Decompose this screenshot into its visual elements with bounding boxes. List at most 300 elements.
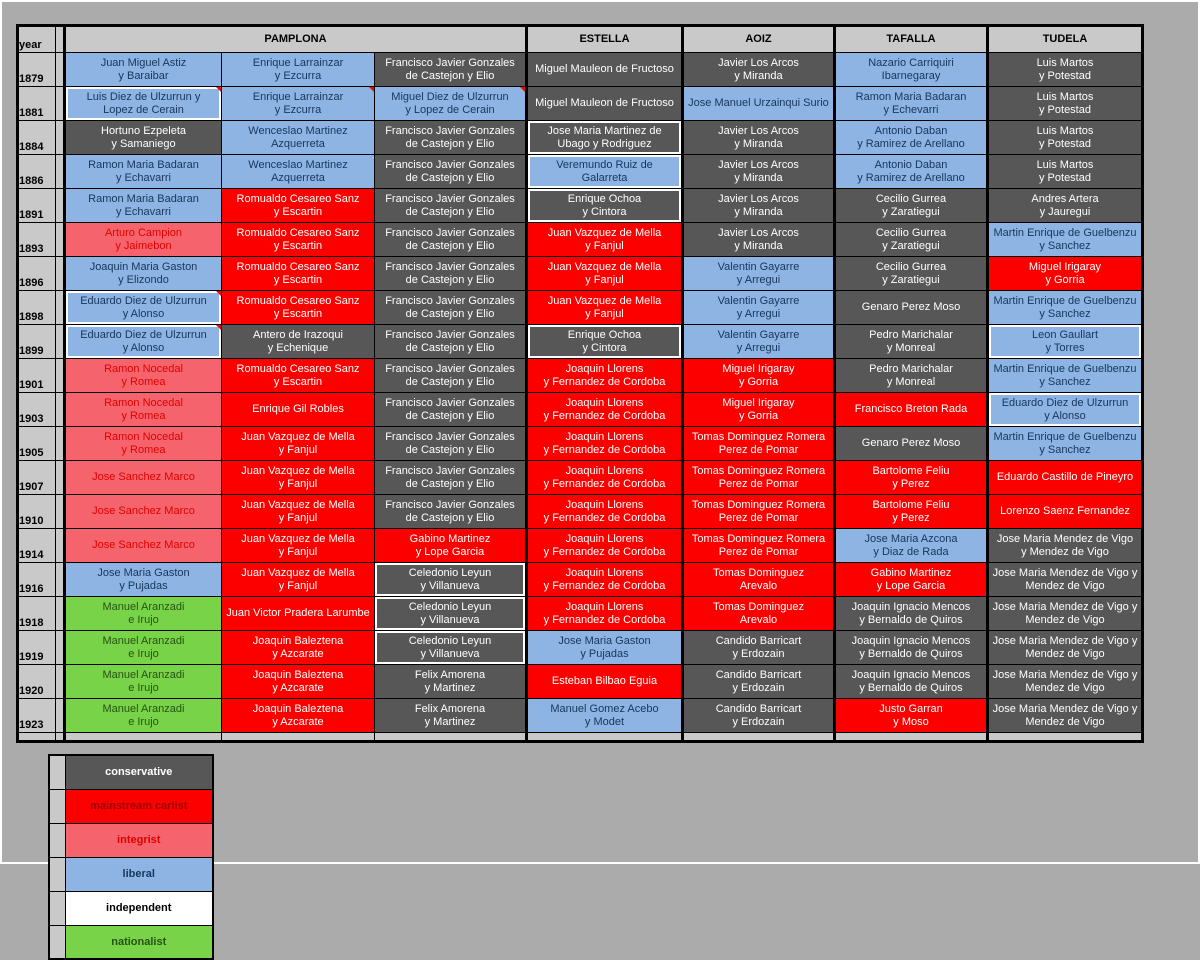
legend-swatch-cell — [49, 925, 65, 959]
table-row — [18, 87, 1143, 121]
filler-cell — [835, 733, 988, 742]
deputy-name-line: Mendez de Vigo — [1025, 681, 1105, 694]
spacer-cell — [56, 359, 65, 393]
spacer-cell — [56, 291, 65, 325]
deputy-cell — [375, 665, 527, 699]
deputy-name-line: y Perez — [892, 511, 930, 524]
spacer-cell — [56, 155, 65, 189]
deputy-name-line: Jose Maria Azcona — [864, 532, 958, 545]
deputy-cell — [65, 461, 222, 495]
legend-label-liberal: liberal — [65, 857, 213, 891]
table-row — [18, 257, 1143, 291]
deputy-name-line: Joaquin Ignacio Mencos — [851, 634, 971, 647]
deputy-cell — [375, 189, 527, 223]
deputy-name-line: Ramon Maria Badaran — [855, 90, 967, 103]
deputy-cell — [222, 257, 375, 291]
deputy-name-line: Juan Vazquez de Mella — [547, 294, 662, 307]
deputy-name-line: Manuel Aranzadi — [102, 600, 185, 613]
deputy-name-line: Miguel Irigaray — [722, 396, 795, 409]
legend-row — [49, 857, 213, 891]
spacer-cell — [56, 495, 65, 529]
deputy-name-line: Mendez de Vigo — [1025, 647, 1105, 660]
deputy-cell — [222, 665, 375, 699]
deputy-name-line: Justo Garran — [879, 702, 943, 715]
deputy-name-line: y Cintora — [582, 205, 627, 218]
deputy-name-line: y Alonso — [1044, 409, 1086, 422]
spacer-cell — [56, 223, 65, 257]
table-row — [18, 325, 1143, 359]
deputy-cell — [683, 121, 835, 155]
deputy-cell — [222, 359, 375, 393]
deputy-name-line: Javier Los Arcos — [718, 226, 799, 239]
spacer-cell — [56, 53, 65, 87]
deputy-name-line: Mendez de Vigo — [1025, 613, 1105, 626]
deputy-cell — [375, 291, 527, 325]
deputy-cell — [527, 359, 683, 393]
deputy-name-line: Bartolome Feliu — [872, 464, 950, 477]
deputy-name-line: y Zaratiegui — [882, 205, 940, 218]
deputy-name-line: y Fernandez de Cordoba — [543, 477, 666, 490]
deputy-name-line: y Echenique — [267, 341, 329, 354]
filler-cell — [527, 733, 683, 742]
deputy-cell — [65, 529, 222, 563]
deputy-name-line: Francisco Javier Gonzales — [385, 362, 515, 375]
deputies-table — [16, 24, 1144, 743]
deputy-cell — [988, 699, 1143, 733]
deputy-name-line: Juan Vazquez de Mella — [241, 566, 355, 579]
deputy-name-line: Romualdo Cesareo Sanz — [236, 192, 360, 205]
legend-label-nationalist: nationalist — [65, 925, 213, 959]
table-row — [18, 529, 1143, 563]
deputy-cell — [527, 189, 683, 223]
header-row — [18, 26, 1143, 53]
deputy-name-line: Ramon Nocedal — [104, 362, 183, 375]
deputy-name-line: e Irujo — [128, 613, 159, 626]
deputy-cell — [527, 495, 683, 529]
deputy-cell — [527, 223, 683, 257]
legend-row — [49, 891, 213, 925]
deputy-name-line: y Romea — [121, 443, 166, 456]
table-row — [18, 121, 1143, 155]
deputy-cell — [375, 631, 527, 665]
deputy-name-line: y Azcarate — [272, 681, 324, 694]
deputy-cell — [835, 393, 988, 427]
filler-cell — [56, 733, 65, 742]
deputy-name-line: Luis Martos — [1036, 56, 1094, 69]
deputy-name-line: Francisco Javier Gonzales — [385, 464, 515, 477]
deputy-cell — [527, 393, 683, 427]
deputy-name-line: Cecilio Gurrea — [875, 260, 947, 273]
deputy-name-line: Azquerreta — [271, 171, 325, 184]
deputy-cell — [835, 325, 988, 359]
column-header-tudela: TUDELA — [988, 26, 1143, 53]
table-row — [18, 393, 1143, 427]
deputy-cell — [65, 563, 222, 597]
deputy-name-line: y Fanjul — [585, 273, 624, 286]
deputy-name-line: Perez de Pomar — [718, 477, 799, 490]
deputy-cell — [988, 291, 1143, 325]
deputy-cell — [683, 495, 835, 529]
deputy-name-line: de Castejon y Elio — [405, 69, 495, 82]
deputy-name-line: Joaquin Baleztena — [252, 668, 344, 681]
deputy-name-line: Javier Los Arcos — [718, 158, 799, 171]
year-cell: 1879 — [18, 53, 56, 87]
deputy-name-line: Francisco Javier Gonzales — [385, 430, 515, 443]
year-cell: 1884 — [18, 121, 56, 155]
spacer-cell — [56, 665, 65, 699]
deputy-name-line: Andres Artera — [1031, 192, 1099, 205]
deputy-cell — [527, 529, 683, 563]
deputy-name-line: Tomas Dominguez — [712, 566, 805, 579]
deputy-cell — [683, 427, 835, 461]
legend-swatch-cell — [49, 891, 65, 925]
deputy-name-line: y Alonso — [122, 341, 165, 354]
deputy-name-line: de Castejon y Elio — [405, 409, 495, 422]
deputy-name-line: Francisco Javier Gonzales — [385, 396, 515, 409]
deputy-name-line: y Gorria — [738, 409, 779, 422]
deputy-name-line: Celedonio Leyun — [408, 634, 492, 647]
deputy-name-line: Mendez de Vigo — [1025, 715, 1105, 728]
filler-row — [18, 733, 1143, 742]
deputy-cell — [375, 121, 527, 155]
column-header-pamplona: PAMPLONA — [65, 26, 527, 53]
deputy-cell — [527, 87, 683, 121]
deputy-cell — [527, 563, 683, 597]
deputy-cell — [988, 461, 1143, 495]
deputy-cell — [527, 699, 683, 733]
deputy-cell — [65, 393, 222, 427]
deputy-name-line: Ubago y Rodriguez — [557, 137, 652, 150]
deputy-name-line: Lorenzo Saenz Fernandez — [1000, 505, 1130, 517]
deputy-cell — [222, 461, 375, 495]
deputy-name-line: y Fanjul — [585, 239, 624, 252]
deputy-name-line: y Miranda — [734, 171, 783, 184]
column-header-estella: ESTELLA — [527, 26, 683, 53]
deputy-name-line: y Jauregui — [1039, 205, 1091, 218]
deputy-cell — [527, 597, 683, 631]
deputy-name-line: y Miranda — [734, 69, 783, 82]
deputy-name-line: Antonio Daban — [874, 158, 948, 171]
deputy-cell — [835, 87, 988, 121]
deputy-name-line: y Fernandez de Cordoba — [543, 511, 666, 524]
deputy-cell — [375, 427, 527, 461]
deputy-name-line: y Fanjul — [278, 443, 318, 456]
comment-flag-icon — [216, 291, 221, 296]
deputy-cell — [988, 325, 1143, 359]
deputy-name-line: Joaquin Llorens — [565, 362, 644, 375]
deputy-name-line: y Fanjul — [585, 307, 624, 320]
table-row — [18, 699, 1143, 733]
deputy-cell — [65, 87, 222, 121]
filler-cell — [988, 733, 1143, 742]
deputy-name-line: Juan Vazquez de Mella — [241, 532, 355, 545]
deputy-name-line: Joaquin Baleztena — [252, 702, 344, 715]
spacer-cell — [56, 699, 65, 733]
deputy-name-line: y Echavarri — [115, 205, 172, 218]
deputy-name-line: y Arregui — [736, 273, 781, 286]
deputy-name-line: Javier Los Arcos — [718, 56, 799, 69]
deputy-cell — [222, 427, 375, 461]
year-cell: 1881 — [18, 87, 56, 121]
deputy-name-line: y Jaimebon — [115, 239, 172, 252]
deputy-cell — [683, 461, 835, 495]
comment-flag-icon — [216, 87, 221, 92]
deputy-cell — [375, 359, 527, 393]
deputy-name-line: Ramon Nocedal — [104, 430, 183, 443]
deputy-name-line: Veremundo Ruiz de — [556, 158, 653, 171]
deputy-name-line: Perez de Pomar — [718, 545, 799, 558]
deputy-cell — [65, 631, 222, 665]
deputy-cell — [222, 393, 375, 427]
deputy-name-line: y Cintora — [582, 341, 627, 354]
deputy-name-line: y Villanueva — [420, 579, 480, 592]
deputy-cell — [988, 257, 1143, 291]
deputy-cell — [375, 529, 527, 563]
deputy-name-line: y Potestad — [1039, 171, 1091, 184]
deputy-name-line: Francisco Javier Gonzales — [385, 328, 515, 341]
legend — [48, 754, 214, 960]
filler-cell — [18, 733, 56, 742]
filler-cell — [375, 733, 527, 742]
deputy-name-line: Manuel Gomez Acebo — [550, 702, 659, 715]
deputy-name-line: Candido Barricart — [715, 668, 802, 681]
comment-flag-icon — [216, 325, 221, 330]
deputy-name-line: Pedro Marichalar — [869, 328, 953, 341]
deputy-name-line: y Gorria — [738, 375, 779, 388]
deputy-name-line: y Villanueva — [420, 613, 480, 626]
deputy-name-line: Luis Martos — [1036, 124, 1094, 137]
deputy-name-line: Martin Enrique de Guelbenzu — [993, 226, 1137, 239]
deputy-name-line: Manuel Aranzadi — [102, 634, 185, 647]
deputy-cell — [835, 223, 988, 257]
deputy-name-line: Tomas Dominguez Romera — [691, 532, 826, 545]
deputy-cell — [835, 291, 988, 325]
deputy-name-line: Francisco Javier Gonzales — [385, 56, 515, 69]
year-cell: 1910 — [18, 495, 56, 529]
legend-swatch-cell — [49, 823, 65, 857]
year-column-header: year — [18, 26, 56, 53]
deputy-name-line: Hortuno Ezpeleta — [101, 124, 186, 137]
deputy-name-line: Arevalo — [739, 613, 778, 626]
deputy-cell — [375, 597, 527, 631]
deputy-cell — [65, 291, 222, 325]
deputy-name-line: Eduardo Castillo de Pineyro — [996, 471, 1134, 483]
deputy-name-line: Pedro Marichalar — [869, 362, 953, 375]
deputy-name-line: y Erdozain — [732, 715, 785, 728]
deputy-name-line: Romualdo Cesareo Sanz — [236, 294, 360, 307]
deputy-name-line: Francisco Javier Gonzales — [385, 158, 515, 171]
deputy-cell — [988, 359, 1143, 393]
deputy-name-line: y Monreal — [886, 341, 936, 354]
deputy-cell — [527, 427, 683, 461]
deputy-name-line: Enrique Larrainzar — [252, 56, 344, 69]
deputy-name-line: Juan Miguel Astiz — [100, 56, 187, 69]
deputy-name-line: y Arregui — [736, 307, 781, 320]
deputy-name-line: Francisco Javier Gonzales — [385, 294, 515, 307]
deputy-cell — [988, 631, 1143, 665]
deputy-cell — [683, 53, 835, 87]
deputy-name-line: Candido Barricart — [715, 702, 802, 715]
deputy-cell — [683, 155, 835, 189]
deputy-name-line: Lopez de Cerain — [103, 103, 184, 116]
deputy-cell — [375, 53, 527, 87]
deputy-cell — [65, 699, 222, 733]
deputy-cell — [835, 665, 988, 699]
deputy-cell — [65, 665, 222, 699]
year-cell: 1893 — [18, 223, 56, 257]
deputy-name-line: y Echavarri — [115, 171, 172, 184]
deputy-name-line: y Monreal — [886, 375, 936, 388]
deputy-name-line: y Ezcurra — [274, 69, 322, 82]
year-cell: 1919 — [18, 631, 56, 665]
legend-row — [49, 755, 213, 789]
deputy-name-line: Miguel Mauleon de Fructoso — [535, 97, 674, 109]
deputy-cell — [375, 495, 527, 529]
deputy-name-line: Joaquin Ignacio Mencos — [851, 600, 971, 613]
deputy-name-line: y Modet — [584, 715, 625, 728]
deputy-name-line: Joaquin Maria Gaston — [89, 260, 198, 273]
deputy-name-line: Joaquin Llorens — [565, 498, 644, 511]
deputy-cell — [375, 325, 527, 359]
deputy-cell — [65, 495, 222, 529]
spacer-cell — [56, 529, 65, 563]
table-row — [18, 223, 1143, 257]
deputy-name-line: Cecilio Gurrea — [875, 226, 947, 239]
deputy-name-line: y Bernaldo de Quiros — [859, 681, 963, 694]
deputy-cell — [222, 155, 375, 189]
deputy-name-line: Jose Manuel Urzainqui Surio — [688, 97, 829, 109]
deputy-cell — [683, 257, 835, 291]
deputy-cell — [683, 87, 835, 121]
deputy-name-line: Nazario Carriquiri — [868, 56, 954, 69]
deputy-name-line: Bartolome Feliu — [872, 498, 950, 511]
deputy-name-line: y Erdozain — [732, 681, 785, 694]
spacer-cell — [56, 461, 65, 495]
deputy-cell — [988, 87, 1143, 121]
deputy-name-line: Galarreta — [581, 171, 628, 184]
deputy-name-line: y Escartin — [273, 239, 323, 252]
deputy-name-line: Joaquin Llorens — [565, 430, 644, 443]
deputy-name-line: Perez de Pomar — [718, 511, 799, 524]
deputy-name-line: Jose Maria Mendez de Vigo — [996, 532, 1134, 545]
deputy-name-line: Tomas Dominguez Romera — [691, 430, 826, 443]
deputy-name-line: y Bernaldo de Quiros — [859, 613, 963, 626]
spacer-cell — [56, 631, 65, 665]
deputy-name-line: y Diaz de Rada — [873, 545, 949, 558]
deputy-name-line: Joaquin Llorens — [565, 566, 644, 579]
deputy-cell — [222, 53, 375, 87]
deputy-name-line: y Escartin — [273, 205, 323, 218]
deputy-name-line: Ramon Nocedal — [104, 396, 183, 409]
deputy-name-line: Arevalo — [739, 579, 778, 592]
deputy-cell — [988, 563, 1143, 597]
deputy-name-line: Tomas Dominguez Romera — [691, 464, 826, 477]
deputy-name-line: Mendez de Vigo — [1025, 579, 1105, 592]
deputy-cell — [835, 495, 988, 529]
deputy-name-line: y Miranda — [734, 137, 783, 150]
deputy-name-line: Juan Vazquez de Mella — [241, 464, 355, 477]
deputy-cell — [988, 665, 1143, 699]
deputy-name-line: Miguel Diez de Ulzurrun — [391, 90, 509, 103]
deputy-name-line: Valentin Gayarre — [717, 260, 800, 273]
deputy-cell — [65, 597, 222, 631]
deputy-cell — [527, 257, 683, 291]
table-row — [18, 155, 1143, 189]
deputy-name-line: Martin Enrique de Guelbenzu — [993, 362, 1137, 375]
deputy-name-line: y Fanjul — [278, 477, 318, 490]
deputy-name-line: Gabino Martinez — [870, 566, 952, 579]
year-cell: 1923 — [18, 699, 56, 733]
deputy-name-line: y Escartin — [273, 375, 323, 388]
legend-row — [49, 789, 213, 823]
deputy-name-line: Enrique Gil Robles — [252, 403, 344, 415]
deputy-cell — [375, 257, 527, 291]
table-row — [18, 291, 1143, 325]
deputy-name-line: de Castejon y Elio — [405, 375, 495, 388]
deputy-name-line: y Lopez de Cerain — [405, 103, 495, 116]
table-row — [18, 665, 1143, 699]
deputy-name-line: y Perez — [892, 477, 930, 490]
table-row — [18, 359, 1143, 393]
deputy-name-line: Francisco Javier Gonzales — [385, 124, 515, 137]
deputy-name-line: Arturo Campion — [104, 226, 183, 239]
deputy-cell — [527, 53, 683, 87]
deputy-cell — [988, 53, 1143, 87]
deputy-name-line: Antero de Irazoqui — [253, 328, 343, 341]
year-cell: 1920 — [18, 665, 56, 699]
deputy-name-line: y Sanchez — [1039, 307, 1091, 320]
deputy-cell — [988, 529, 1143, 563]
deputy-cell — [988, 189, 1143, 223]
deputy-name-line: Enrique Ochoa — [567, 328, 642, 341]
spacer-cell — [56, 325, 65, 359]
deputy-name-line: Martin Enrique de Guelbenzu — [993, 294, 1137, 307]
deputy-name-line: Javier Los Arcos — [718, 192, 799, 205]
deputy-cell — [835, 155, 988, 189]
deputy-name-line: Eduardo Diez de Ulzurrun — [80, 294, 207, 307]
deputy-name-line: Cecilio Gurrea — [875, 192, 947, 205]
deputy-cell — [988, 427, 1143, 461]
legend-label-carlist: mainstream carlist — [65, 789, 213, 823]
deputy-name-line: Valentin Gayarre — [717, 294, 800, 307]
deputy-name-line: y Azcarate — [272, 715, 324, 728]
deputy-cell — [683, 563, 835, 597]
year-cell: 1905 — [18, 427, 56, 461]
deputy-name-line: y Martinez — [424, 681, 476, 694]
deputy-name-line: Jose Maria Gaston — [558, 634, 651, 647]
deputy-name-line: Manuel Aranzadi — [102, 702, 185, 715]
deputy-name-line: Azquerreta — [271, 137, 325, 150]
table-body — [18, 53, 1143, 742]
deputy-name-line: Joaquin Baleztena — [252, 634, 344, 647]
legend-label-integrist: integrist — [65, 823, 213, 857]
deputy-name-line: de Castejon y Elio — [405, 171, 495, 184]
table-row — [18, 53, 1143, 87]
deputy-name-line: y Escartin — [273, 273, 323, 286]
deputy-name-line: Jose Sanchez Marco — [92, 539, 195, 551]
deputy-cell — [65, 325, 222, 359]
deputy-name-line: y Martinez — [424, 715, 476, 728]
deputy-name-line: Jose Maria Mendez de Vigo y — [992, 566, 1138, 579]
deputy-name-line: Romualdo Cesareo Sanz — [236, 260, 360, 273]
deputy-cell — [835, 427, 988, 461]
deputy-name-line: Francisco Javier Gonzales — [385, 260, 515, 273]
deputy-cell — [683, 631, 835, 665]
deputy-cell — [222, 495, 375, 529]
deputy-name-line: y Fernandez de Cordoba — [543, 579, 666, 592]
deputy-cell — [835, 563, 988, 597]
deputy-name-line: y Elizondo — [118, 273, 169, 286]
